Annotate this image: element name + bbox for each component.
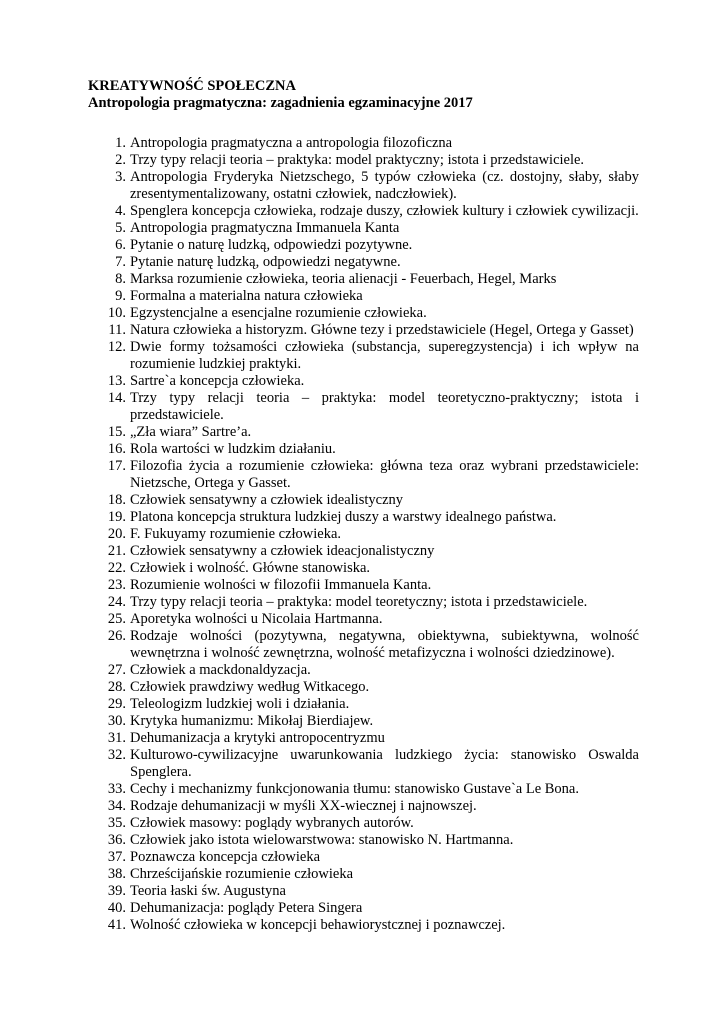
list-item	[88, 441, 639, 458]
list-item-text: Pytanie o naturę ludzką, odpowiedzi pozytywne.	[130, 237, 413, 253]
list-item-text: Natura człowieka a historyzm. Główne tezy i przedstawiciele (Hegel, Ortega y Gasset)	[130, 322, 634, 338]
exam-question-list	[88, 135, 639, 934]
list-item-number: 19.	[107, 509, 126, 525]
list-item-number: 3.	[115, 169, 126, 185]
list-item	[88, 152, 639, 169]
document-title: KREATYWNOŚĆ SPOŁECZNA	[88, 78, 296, 94]
list-item	[88, 458, 639, 492]
list-item	[88, 543, 639, 560]
list-item-text: Antropologia pragmatyczna a antropologia filozoficzna	[130, 135, 453, 151]
list-item	[88, 492, 639, 509]
list-item-number: 25.	[107, 611, 126, 627]
list-item	[88, 254, 639, 271]
list-item-number: 15.	[107, 424, 126, 440]
list-item-number: 30.	[107, 713, 126, 729]
list-item-text: Rodzaje dehumanizacji w myśli XX-wiecznej i najnowszej.	[130, 798, 477, 814]
list-item	[88, 679, 639, 696]
list-item-text: Człowiek masowy: poglądy wybranych autorów.	[130, 815, 414, 831]
list-item-number: 28.	[107, 679, 126, 695]
list-item-number: 31.	[107, 730, 126, 746]
list-item-text: Formalna a materialna natura człowieka	[130, 288, 363, 304]
list-item-text: Rola wartości w ludzkim działaniu.	[130, 441, 336, 457]
list-item	[88, 900, 639, 917]
list-item-text: Kulturowo-cywilizacyjne uwarunkowania ludzkiego życia: stanowisko Oswalda Spenglera.	[130, 747, 639, 780]
list-item-number: 22.	[107, 560, 126, 576]
list-item-text: Teleologizm ludzkiej woli i działania.	[130, 696, 350, 712]
list-item-number: 34.	[107, 798, 126, 814]
list-item-text: Antropologia Fryderyka Nietzschego, 5 typów człowieka (cz. dostojny, słaby, słaby zresentymentalizowany, ostatni człowiek, nadczłowiek).	[130, 169, 639, 202]
list-item	[88, 339, 639, 373]
list-item-text: Wolność człowieka w koncepcji behawiorystcznej i poznawczej.	[130, 917, 506, 933]
list-item	[88, 611, 639, 628]
list-item-number: 37.	[107, 849, 126, 865]
list-item	[88, 696, 639, 713]
list-item-number: 40.	[107, 900, 126, 916]
list-item-number: 16.	[107, 441, 126, 457]
list-item-text: Dehumanizacja a krytyki antropocentryzmu	[130, 730, 385, 746]
list-item-text: Chrześcijańskie rozumienie człowieka	[130, 866, 354, 882]
list-item	[88, 203, 639, 220]
list-item	[88, 883, 639, 900]
list-item-number: 4.	[115, 203, 126, 219]
list-item	[88, 713, 639, 730]
list-item-number: 10.	[107, 305, 126, 321]
list-item-text: Pytanie naturę ludzką, odpowiedzi negatywne.	[130, 254, 401, 270]
list-item-number: 20.	[107, 526, 126, 542]
list-item-number: 23.	[107, 577, 126, 593]
list-item	[88, 866, 639, 883]
list-item-text: Cechy i mechanizmy funkcjonowania tłumu: stanowisko Gustave`a Le Bona.	[130, 781, 579, 797]
list-item-text: Spenglera koncepcja człowieka, rodzaje duszy, człowiek kultury i człowiek cywilizacji.	[130, 203, 639, 219]
list-item	[88, 390, 639, 424]
list-item-text: „Zła wiara” Sartre’a.	[130, 424, 252, 440]
list-item-number: 12.	[107, 339, 126, 355]
list-item-text: Rodzaje wolności (pozytywna, negatywna, obiektywna, subiektywna, wolność wewnętrzna i wolność zewnętrzna, wolność metafizyczna i wolności dziedzinowe).	[130, 628, 639, 661]
list-item-number: 6.	[115, 237, 126, 253]
list-item	[88, 560, 639, 577]
document-heading	[88, 78, 648, 112]
list-item-number: 9.	[115, 288, 126, 304]
list-item-text: Teoria łaski św. Augustyna	[130, 883, 286, 899]
list-item	[88, 322, 639, 339]
list-item-number: 35.	[107, 815, 126, 831]
list-item-number: 5.	[115, 220, 126, 236]
list-item-text: Dehumanizacja: poglądy Petera Singera	[130, 900, 363, 916]
list-item-text: Trzy typy relacji teoria – praktyka: model praktyczny; istota i przedstawiciele.	[130, 152, 585, 168]
list-item	[88, 509, 639, 526]
list-item-text: Egzystencjalne a esencjalne rozumienie człowieka.	[130, 305, 427, 321]
list-item	[88, 781, 639, 798]
list-item	[88, 747, 639, 781]
list-item	[88, 305, 639, 322]
list-item	[88, 135, 639, 152]
list-item-number: 13.	[107, 373, 126, 389]
list-item-text: Filozofia życia a rozumienie człowieka: główna teza oraz wybrani przedstawiciele: Nietzsche, Ortega y Gasset.	[130, 458, 639, 491]
list-item-text: Poznawcza koncepcja człowieka	[130, 849, 321, 865]
list-item	[88, 594, 639, 611]
list-item-number: 17.	[107, 458, 126, 474]
list-item-number: 2.	[115, 152, 126, 168]
list-item	[88, 917, 639, 934]
list-item-text: Dwie formy tożsamości człowieka (substancja, superegzystencja) i ich wpływ na rozumienie ludzkiej praktyki.	[130, 339, 639, 372]
list-item-text: Człowiek jako istota wielowarstwowa: stanowisko N. Hartmanna.	[130, 832, 514, 848]
list-item	[88, 169, 639, 203]
list-item-text: Człowiek prawdziwy według Witkacego.	[130, 679, 370, 695]
list-item	[88, 424, 639, 441]
list-item-text: Sartre`a koncepcja człowieka.	[130, 373, 305, 389]
list-item-text: Antropologia pragmatyczna Immanuela Kanta	[130, 220, 400, 236]
list-item-text: Człowiek sensatywny a człowiek ideacjonalistyczny	[130, 543, 435, 559]
list-item-number: 29.	[107, 696, 126, 712]
list-item	[88, 237, 639, 254]
list-item-number: 7.	[115, 254, 126, 270]
list-item	[88, 832, 639, 849]
list-item-number: 33.	[107, 781, 126, 797]
list-item-number: 32.	[107, 747, 126, 763]
list-item	[88, 662, 639, 679]
list-item-text: Człowiek i wolność. Główne stanowiska.	[130, 560, 371, 576]
list-item-number: 24.	[107, 594, 126, 610]
list-item-number: 21.	[107, 543, 126, 559]
list-item-text: Trzy typy relacji teoria – praktyka: model teoretyczno-praktyczny; istota i przedstawiciele.	[130, 390, 639, 423]
list-item-number: 11.	[108, 322, 126, 338]
list-item-number: 38.	[107, 866, 126, 882]
list-item-text: Aporetyka wolności u Nicolaia Hartmanna.	[130, 611, 383, 627]
list-item-number: 1.	[115, 135, 126, 151]
list-item	[88, 730, 639, 747]
list-item-text: Rozumienie wolności w filozofii Immanuela Kanta.	[130, 577, 432, 593]
list-item-text: Człowiek a mackdonaldyzacja.	[130, 662, 311, 678]
list-item-number: 18.	[107, 492, 126, 508]
list-item-number: 14.	[107, 390, 126, 406]
list-item-text: Platona koncepcja struktura ludzkiej duszy a warstwy idealnego państwa.	[130, 509, 557, 525]
list-item-number: 27.	[107, 662, 126, 678]
list-item	[88, 628, 639, 662]
list-item-text: Krytyka humanizmu: Mikołaj Bierdiajew.	[130, 713, 374, 729]
list-item-number: 41.	[107, 917, 126, 933]
list-item	[88, 577, 639, 594]
list-item	[88, 271, 639, 288]
list-item	[88, 798, 639, 815]
list-item-text: Trzy typy relacji teoria – praktyka: model teoretyczny; istota i przedstawiciele.	[130, 594, 588, 610]
list-item	[88, 288, 639, 305]
document-subtitle: Antropologia pragmatyczna: zagadnienia egzaminacyjne 2017	[88, 95, 473, 111]
list-item	[88, 220, 639, 237]
list-item-number: 39.	[107, 883, 126, 899]
list-item-number: 26.	[107, 628, 126, 644]
list-item-text: Człowiek sensatywny a człowiek idealistyczny	[130, 492, 404, 508]
list-item-text: F. Fukuyamy rozumienie człowieka.	[130, 526, 342, 542]
list-item-text: Marksa rozumienie człowieka, teoria alienacji - Feuerbach, Hegel, Marks	[130, 271, 557, 287]
list-item	[88, 373, 639, 390]
list-item	[88, 526, 639, 543]
list-item-number: 8.	[115, 271, 126, 287]
list-item-number: 36.	[107, 832, 126, 848]
list-item	[88, 815, 639, 832]
list-item	[88, 849, 639, 866]
